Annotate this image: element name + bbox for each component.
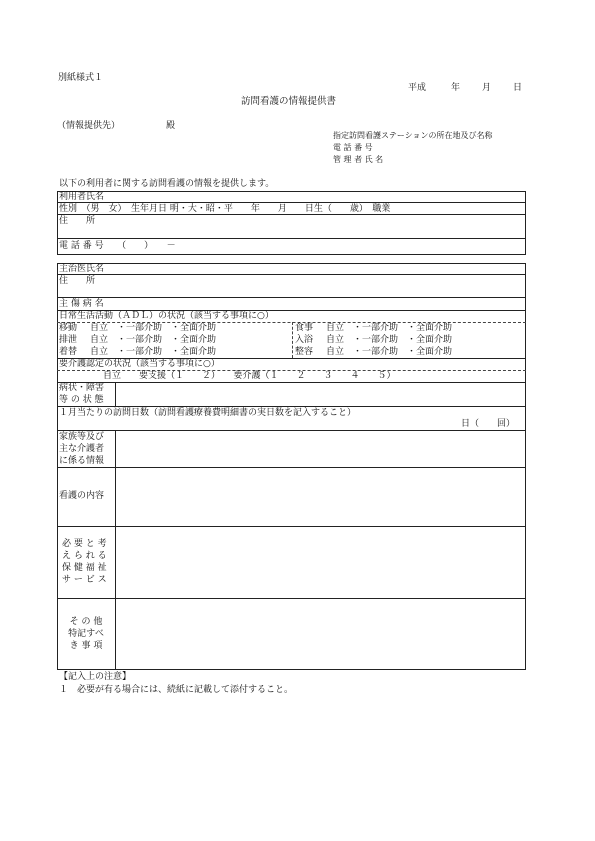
patient-phone-label: 電 話 番 号 （ ） － xyxy=(59,241,176,251)
nursing-content-label: 看護の内容 xyxy=(59,491,105,501)
date-month: 月 xyxy=(482,83,492,93)
patient-sex-dob-row: 性別 （男 女） 生年月日 明・大・昭・平 年 月 日生（ 歳） 職業 xyxy=(59,204,391,214)
visits-unit: 日（ 回） xyxy=(461,419,516,429)
doctor-name-label: 主治医氏名 xyxy=(59,264,105,274)
notes-heading: 【記入上の注意】 xyxy=(59,672,132,682)
adl-item-move: 移動 xyxy=(59,323,78,333)
date-day: 日 xyxy=(513,83,523,93)
adl-opts-dressing: 自立 ・一部介助 ・全面介助 xyxy=(90,347,217,357)
adl-opts-move: 自立 ・一部介助 ・全面介助 xyxy=(90,323,217,333)
condition-label: 病状・障害 等 の 状 態 xyxy=(59,383,105,405)
adl-item-dressing: 着替 xyxy=(59,347,78,357)
document-title: 訪問看護の情報提供書 xyxy=(241,96,337,107)
notes-item-1: １ 必要が有る場合には、続紙に記載して添付すること。 xyxy=(59,685,294,695)
form-number: 別紙様式１ xyxy=(58,73,104,83)
adl-opts-bath: 自立 ・一部介助 ・全面介助 xyxy=(326,335,453,345)
care-level-options: 自立 要支援（１ ２） 要介護（１ ２ ３ ４ ５） xyxy=(103,371,396,381)
honorific: 殿 xyxy=(166,121,176,131)
adl-opts-grooming: 自立 ・一部介助 ・全面介助 xyxy=(326,347,453,357)
other-notes-label: そ の 他 特記すべ き 事 項 xyxy=(68,617,104,651)
adl-item-excretion: 排泄 xyxy=(59,335,78,345)
date-year: 年 xyxy=(451,83,461,93)
family-info-label: 家族等及び 主な介護者 に係る情報 xyxy=(59,432,105,466)
adl-item-bath: 入浴 xyxy=(295,335,314,345)
adl-opts-excretion: 自立 ・一部介助 ・全面介助 xyxy=(90,335,217,345)
doctor-address-label: 住 所 xyxy=(59,276,96,286)
station-phone-label: 電 話 番 号 xyxy=(333,143,373,152)
station-manager-label: 管 理 者 氏 名 xyxy=(333,155,384,164)
station-address-label: 指定訪問看護ステーションの所在地及び名称 xyxy=(333,131,493,140)
main-disease-label: 主 傷 病 名 xyxy=(59,299,104,309)
patient-name-label: 利用者氏名 xyxy=(59,192,105,202)
welfare-services-label: 必 要 と 考 え ら れ る 保 健 福 祉 サ ー ビ ス xyxy=(62,539,107,585)
adl-item-grooming: 整容 xyxy=(295,347,314,357)
care-level-label: 要介護認定の状況（該当する事項に○） xyxy=(59,359,220,369)
adl-label: 日常生活活動（ＡＤＬ）の状況（該当する事項に○） xyxy=(59,311,274,321)
patient-address-label: 住 所 xyxy=(59,216,96,226)
intro-text: 以下の利用者に関する訪問看護の情報を提供します。 xyxy=(59,179,275,189)
adl-item-meal: 食事 xyxy=(295,323,314,333)
visits-label: １月当たりの訪問日数（訪問看護療養費明細書の実日数を記入すること） xyxy=(59,408,357,418)
recipient-label: （情報提供先） xyxy=(57,121,121,131)
adl-opts-meal: 自立 ・一部介助 ・全面介助 xyxy=(326,323,453,333)
date-era: 平成 xyxy=(408,83,427,93)
